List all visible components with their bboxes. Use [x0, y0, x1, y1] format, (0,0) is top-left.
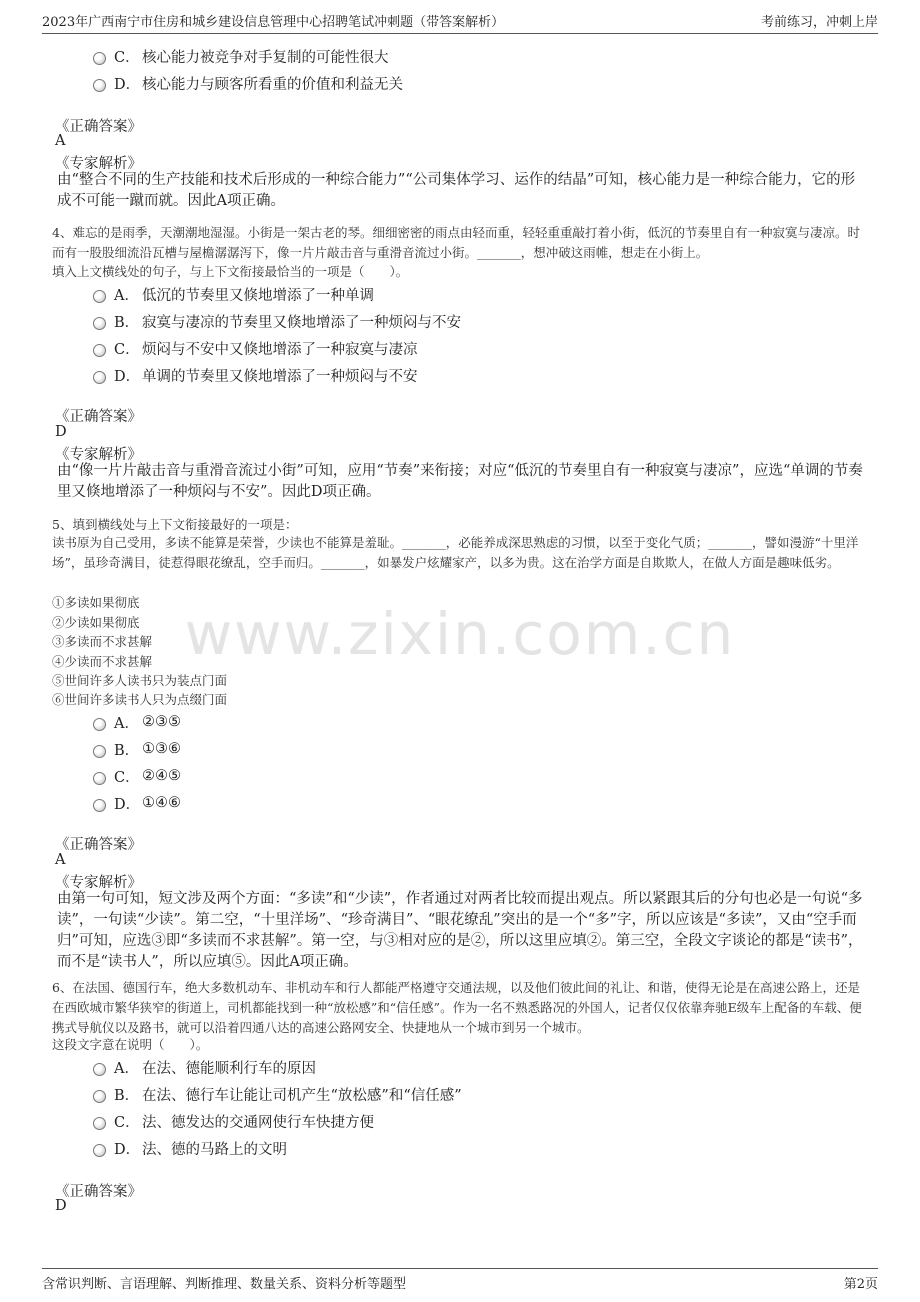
option-text: 单调的节奏里又倏地增添了一种烦闷与不安: [142, 368, 418, 385]
option-letter: A．: [114, 715, 139, 732]
option-text: ①③⑥: [142, 741, 181, 757]
option-letter: C．: [114, 341, 140, 358]
radio-icon[interactable]: [93, 1117, 106, 1130]
option-b[interactable]: [93, 738, 181, 760]
radio-icon[interactable]: [93, 718, 106, 731]
radio-icon[interactable]: [93, 1144, 106, 1157]
statement-item: ⑥世间许多读书人只为点缀门面: [52, 692, 228, 707]
radio-icon[interactable]: [93, 344, 106, 357]
radio-icon[interactable]: [93, 52, 106, 65]
option-d[interactable]: [93, 72, 403, 94]
answer-value: A: [55, 852, 66, 868]
radio-icon[interactable]: [93, 1090, 106, 1103]
option-letter: C．: [114, 1114, 140, 1131]
question-title: 5、填到横线处与上下文衔接最好的一项是：: [52, 517, 298, 532]
option-letter: C．: [114, 769, 140, 786]
option-a[interactable]: [93, 283, 374, 305]
option-letter: D．: [114, 368, 141, 385]
option-letter: C．: [114, 49, 140, 66]
answer-value: A: [55, 133, 66, 149]
option-text: ②③⑤: [142, 714, 181, 730]
answer-value: D: [55, 1198, 67, 1214]
radio-icon[interactable]: [93, 290, 106, 303]
page-number: 第2页: [843, 1277, 878, 1292]
option-d[interactable]: [93, 364, 418, 386]
option-c[interactable]: [93, 337, 418, 359]
option-letter: B．: [114, 742, 140, 759]
question-stem: 6、在法国、德国行车，绝大多数机动车、非机动车和行人都能严格遵守交通法规，以及他们彼此间的礼让、和谐，使得无论是在高速公路上，还是在西欧城市繁华狭窄的街道上，司机都能找到一种“放松感”和“信任感”。作为一名不熟悉路况的外国人，记者仅仅依靠奔驰E级车上配备的车载、便携式导航仪以及路书，就可以沿着四通八达的高速公路网安全、快捷地从一个城市到另一个城市。: [52, 980, 862, 1035]
option-d[interactable]: [93, 1137, 287, 1159]
option-letter: B．: [114, 1087, 140, 1104]
option-b[interactable]: [93, 1083, 462, 1105]
option-b[interactable]: [93, 310, 461, 332]
page-footer: [42, 1268, 878, 1294]
option-text: 在法、德能顺利行车的原因: [142, 1060, 316, 1077]
analysis-text: 由“整合不同的生产技能和技术后形成的一种综合能力”“公司集体学习、运作的结晶”可知，核心能力是一种综合能力，它的形成不可能一蹴而就。因此A项正确。: [57, 172, 856, 209]
option-text: 核心能力与顾客所看重的价值和利益无关: [142, 76, 403, 93]
radio-icon[interactable]: [93, 745, 106, 758]
option-letter: D．: [114, 76, 141, 93]
option-text: 寂寞与凄凉的节奏里又倏地增添了一种烦闷与不安: [142, 314, 461, 331]
answer-label: 《正确答案》: [55, 119, 142, 135]
radio-icon[interactable]: [93, 772, 106, 785]
radio-icon[interactable]: [93, 79, 106, 92]
option-letter: B．: [114, 314, 140, 331]
question-stem: 读书原为自己受用，多读不能算是荣誉，少读也不能算是羞耻。_______，必能养成深思熟虑的习惯，以至于变化气质；_______，譬如漫游“十里洋场”，虽珍奇满目，徒惹得眼花缭乱，空手而归。_______，如暴发户炫耀家产，以多为贵。这在治学方面是自欺欺人，在做人方面是趣味低劣。: [52, 535, 859, 570]
question-prompt: 填入上文横线处的句子，与上下文衔接最恰当的一项是（ ）。: [52, 264, 409, 279]
statement-item: ⑤世间许多人读书只为装点门面: [52, 673, 228, 688]
option-text: 烦闷与不安中又倏地增添了一种寂寞与凄凉: [142, 341, 418, 358]
option-d[interactable]: [93, 792, 181, 814]
option-letter: A．: [114, 1060, 139, 1077]
option-text: 法、德的马路上的文明: [142, 1141, 287, 1158]
question-prompt: 这段文字意在说明（ ）。: [52, 1037, 209, 1052]
option-text: 核心能力被竞争对手复制的可能性很大: [142, 49, 389, 66]
answer-label: 《正确答案》: [55, 1184, 142, 1200]
option-c[interactable]: [93, 765, 181, 787]
option-text: 在法、德行车让能让司机产生“放松感”和“信任感”: [142, 1087, 462, 1104]
option-c[interactable]: [93, 1110, 374, 1132]
analysis-label: 《专家解析》: [55, 447, 142, 463]
analysis-label: 《专家解析》: [55, 875, 142, 891]
option-text: 法、德发达的交通网使行车快捷方便: [142, 1114, 374, 1131]
document-title: 2023年广西南宁市住房和城乡建设信息管理中心招聘笔试冲刺题（带答案解析）: [42, 15, 505, 30]
option-letter: D．: [114, 796, 141, 813]
answer-value: D: [55, 424, 67, 440]
statement-item: ②少读如果彻底: [52, 615, 140, 630]
answer-label: 《正确答案》: [55, 409, 142, 425]
option-c[interactable]: [93, 45, 389, 67]
footer-categories: 含常识判断、言语理解、判断推理、数量关系、资料分析等题型: [42, 1277, 407, 1292]
analysis-text: 由“像一片片敲击音与重滑音流过小街”可知，应用“节奏”来衔接；对应“低沉的节奏里自有一种寂寞与凄凉”，应选“单调的节奏里又倏地增添了一种烦闷与不安”。因此D项正确。: [57, 463, 863, 500]
radio-icon[interactable]: [93, 1063, 106, 1076]
option-a[interactable]: [93, 1056, 316, 1078]
option-letter: D．: [114, 1141, 141, 1158]
option-letter: A．: [114, 287, 139, 304]
answer-label: 《正确答案》: [55, 837, 142, 853]
analysis-text: 由第一句可知，短文涉及两个方面：“多读”和“少读”，作者通过对两者比较而提出观点。所以紧跟其后的分句也必是一句说“多读”，一句读“少读”。第二空，“十里洋场”、“珍奇满目”、“眼花缭乱”突出的是一个“多”字，所以应该是“多读”，又由“空手而归”可知，应选③即“多读而不求甚解”。第一空，与③相对应的是②，所以这里应填②。第三空，全段文字谈论的都是“读书”，而不是“读书人”，所以应填⑤。因此A项正确。: [57, 891, 863, 970]
statement-item: ③多读而不求甚解: [52, 634, 153, 649]
question-stem: 4、难忘的是雨季，天潮潮地湿湿。小街是一架古老的琴。细细密密的雨点由轻而重，轻轻重重敲打着小街，低沉的节奏里自有一种寂寞与凄凉。时而有一股股细流沿瓦槽与屋檐潺潺泻下，像一片片敲击音与重滑音流过小街。_______，想冲破这雨帷，想走在小街上。: [52, 225, 860, 260]
radio-icon[interactable]: [93, 799, 106, 812]
option-text: ①④⑥: [142, 795, 181, 811]
option-text: ②④⑤: [142, 768, 181, 784]
analysis-label: 《专家解析》: [55, 156, 142, 172]
option-a[interactable]: [93, 711, 181, 733]
radio-icon[interactable]: [93, 317, 106, 330]
header-slogan: 考前练习，冲刺上岸: [760, 15, 878, 30]
statement-item: ①多读如果彻底: [52, 595, 140, 610]
page-header: [42, 8, 878, 34]
statement-item: ④少读而不求甚解: [52, 654, 153, 669]
radio-icon[interactable]: [93, 371, 106, 384]
option-text: 低沉的节奏里又倏地增添了一种单调: [142, 287, 374, 304]
watermark: www.zixin.com.cn: [184, 600, 736, 668]
